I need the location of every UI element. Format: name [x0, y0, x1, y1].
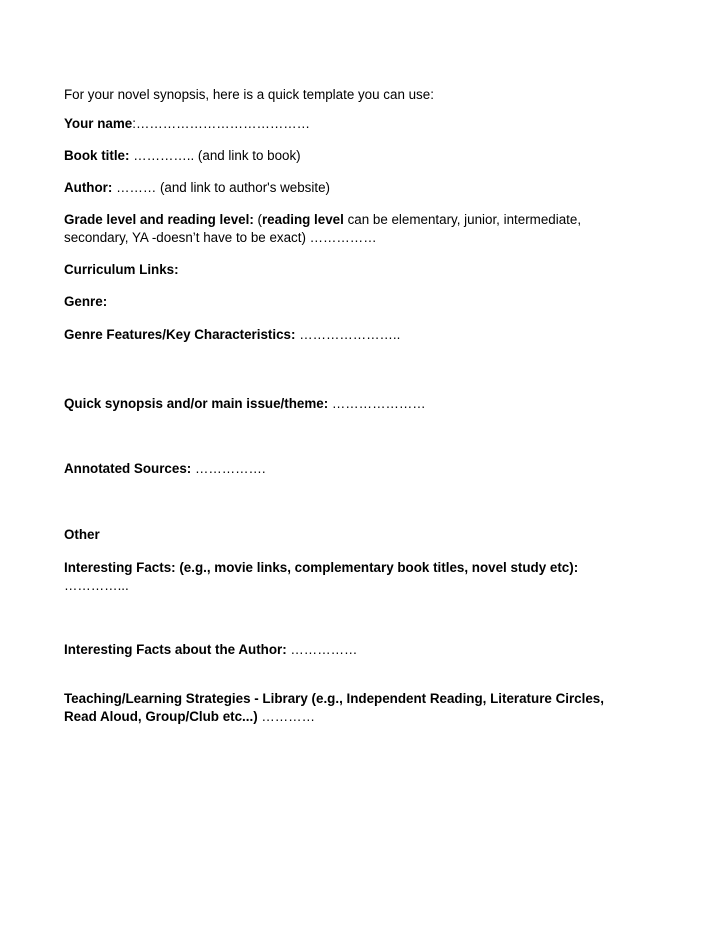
intro-text: For your novel synopsis, here is a quick template you can use: — [64, 87, 434, 102]
annotated-sources-field: Annotated Sources: ……………. — [64, 461, 266, 476]
book-title-field — [64, 147, 664, 165]
other-heading: Other — [64, 527, 100, 542]
teaching-strategies-line1: Teaching/Learning Strategies - Library (e.g., Independent Reading, Literature Circles, — [64, 691, 604, 706]
quick-synopsis-field: Quick synopsis and/or main issue/theme: ………………… — [64, 396, 426, 411]
reading-level-term: reading level — [261, 212, 344, 227]
quick-synopsis-label: Quick synopsis and/or main issue/theme: — [64, 396, 329, 411]
interesting-facts-field — [64, 559, 664, 577]
facts-about-author-label: Interesting Facts about the Author: — [64, 642, 287, 657]
grade-level-line2: secondary, YA -doesn’t have to be exact) …………… — [64, 230, 377, 245]
interesting-facts-line2: …………... — [64, 578, 129, 593]
curriculum-links-field: Curriculum Links: — [64, 262, 179, 277]
facts-about-author-field: Interesting Facts about the Author: …………… — [64, 642, 358, 657]
grade-level-field: Grade level and reading level: (reading level can be elementary, junior, intermediate, — [64, 212, 582, 227]
genre-field: Genre: — [64, 294, 108, 309]
genre-features-field: Genre Features/Key Characteristics: ………………….. — [64, 327, 401, 342]
annotated-sources-label: Annotated Sources: — [64, 461, 192, 476]
book-title-label: Book title: — [64, 148, 130, 163]
teaching-strategies-line2: Read Aloud, Group/Club etc...) ………… — [64, 709, 315, 724]
author-rest: ……… (and link to author's website) — [112, 180, 330, 195]
your-name-label: Your name — [64, 116, 133, 131]
grade-level-label: Grade level and reading level: — [64, 212, 254, 227]
your-name-dots: :………………………………… — [132, 116, 311, 131]
interesting-facts-label: Interesting Facts: (e.g., movie links, complementary book titles, novel study etc): — [64, 560, 579, 575]
teaching-strategies-field — [64, 690, 664, 708]
book-title-rest: ………….. (and link to book) — [129, 148, 301, 163]
your-name-field — [64, 115, 664, 133]
author-label: Author: — [64, 180, 113, 195]
author-field — [64, 179, 664, 197]
genre-features-label: Genre Features/Key Characteristics: — [64, 327, 296, 342]
